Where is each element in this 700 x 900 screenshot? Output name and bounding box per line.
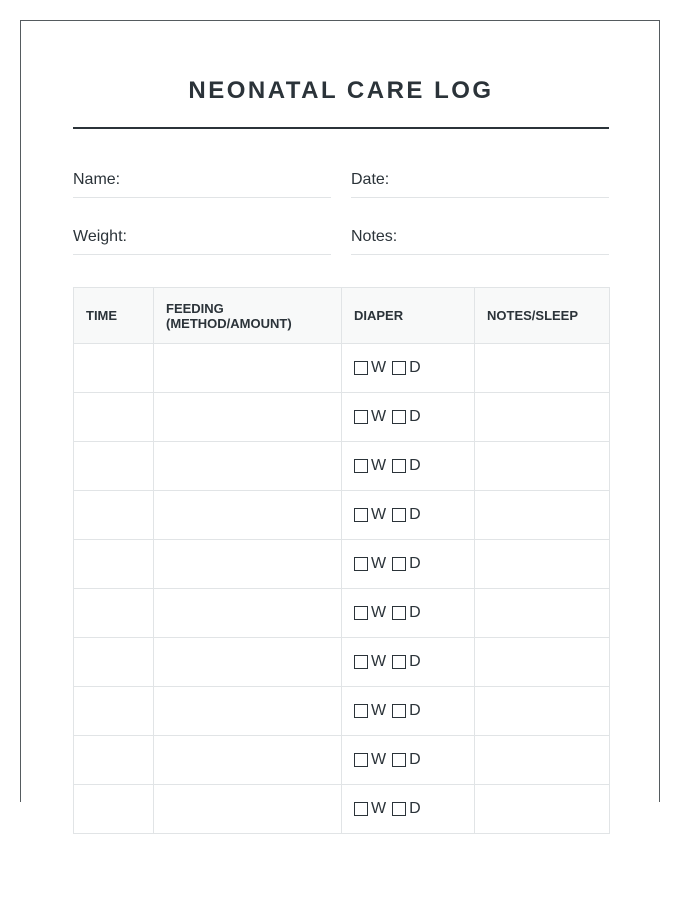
table-row: [74, 687, 610, 736]
table-row: [74, 491, 610, 540]
feeding-cell[interactable]: [154, 344, 342, 393]
wet-label: W: [371, 653, 387, 670]
date-field[interactable]: [351, 170, 609, 198]
dirty-label: D: [409, 506, 421, 523]
notes-sleep-cell[interactable]: [475, 393, 610, 442]
notes-sleep-cell[interactable]: [475, 540, 610, 589]
care-log-table: [73, 287, 610, 834]
dirty-checkbox[interactable]: [392, 361, 406, 375]
wet-label: W: [371, 359, 387, 376]
log-rows: [74, 344, 610, 834]
diaper-options: [354, 555, 462, 573]
feeding-cell[interactable]: [154, 540, 342, 589]
notes-sleep-cell[interactable]: [475, 687, 610, 736]
table-row: [74, 344, 610, 393]
dirty-label: D: [409, 653, 421, 670]
dirty-label: D: [409, 457, 421, 474]
wet-checkbox[interactable]: [354, 557, 368, 571]
diaper-options: [354, 408, 462, 426]
dirty-checkbox[interactable]: [392, 802, 406, 816]
feeding-cell[interactable]: [154, 687, 342, 736]
time-cell[interactable]: [74, 491, 154, 540]
diaper-cell: [342, 442, 475, 491]
time-cell[interactable]: [74, 687, 154, 736]
diaper-options: [354, 604, 462, 622]
notes-sleep-cell[interactable]: [475, 785, 610, 834]
time-cell[interactable]: [74, 393, 154, 442]
wet-label: W: [371, 555, 387, 572]
time-cell[interactable]: [74, 344, 154, 393]
wet-checkbox[interactable]: [354, 606, 368, 620]
dirty-checkbox[interactable]: [392, 704, 406, 718]
date-label: Date:: [351, 171, 390, 188]
dirty-checkbox[interactable]: [392, 410, 406, 424]
diaper-cell: [342, 393, 475, 442]
feeding-cell[interactable]: [154, 393, 342, 442]
time-cell[interactable]: [74, 785, 154, 834]
wet-label: W: [371, 751, 387, 768]
time-cell[interactable]: [74, 589, 154, 638]
time-cell[interactable]: [74, 736, 154, 785]
diaper-options: [354, 751, 462, 769]
dirty-label: D: [409, 751, 421, 768]
weight-label: Weight:: [73, 228, 127, 245]
wet-label: W: [371, 702, 387, 719]
wet-checkbox[interactable]: [354, 361, 368, 375]
dirty-checkbox[interactable]: [392, 459, 406, 473]
notes-sleep-cell[interactable]: [475, 491, 610, 540]
wet-label: W: [371, 408, 387, 425]
wet-checkbox[interactable]: [354, 704, 368, 718]
table-header-row: [74, 288, 610, 344]
dirty-checkbox[interactable]: [392, 606, 406, 620]
diaper-options: [354, 702, 462, 720]
wet-checkbox[interactable]: [354, 459, 368, 473]
time-cell[interactable]: [74, 442, 154, 491]
dirty-checkbox[interactable]: [392, 557, 406, 571]
diaper-cell: [342, 589, 475, 638]
diaper-options: [354, 457, 462, 475]
notes-sleep-cell[interactable]: [475, 344, 610, 393]
notes-sleep-cell[interactable]: [475, 442, 610, 491]
dirty-label: D: [409, 604, 421, 621]
diaper-cell: [342, 638, 475, 687]
table-row: [74, 589, 610, 638]
table-row: [74, 638, 610, 687]
diaper-options: [354, 359, 462, 377]
wet-checkbox[interactable]: [354, 753, 368, 767]
feeding-cell[interactable]: [154, 638, 342, 687]
dirty-label: D: [409, 555, 421, 572]
feeding-cell[interactable]: [154, 736, 342, 785]
feeding-cell[interactable]: [154, 442, 342, 491]
wet-label: W: [371, 457, 387, 474]
wet-label: W: [371, 800, 387, 817]
dirty-checkbox[interactable]: [392, 655, 406, 669]
weight-field[interactable]: [73, 227, 331, 255]
dirty-label: D: [409, 359, 421, 376]
diaper-options: [354, 800, 462, 818]
dirty-checkbox[interactable]: [392, 508, 406, 522]
wet-label: W: [371, 604, 387, 621]
table-row: [74, 540, 610, 589]
dirty-label: D: [409, 702, 421, 719]
time-column-header: TIME: [74, 288, 154, 344]
dirty-label: D: [409, 800, 421, 817]
wet-label: W: [371, 506, 387, 523]
log-page: [20, 20, 660, 817]
notes-field[interactable]: [351, 227, 609, 255]
notes-sleep-cell[interactable]: [475, 638, 610, 687]
wet-checkbox[interactable]: [354, 410, 368, 424]
table-row: [74, 736, 610, 785]
page-title: NEONATAL CARE LOG: [188, 77, 494, 104]
dirty-label: D: [409, 408, 421, 425]
diaper-column-header: DIAPER: [342, 288, 475, 344]
title-divider: [73, 127, 609, 129]
table-row: [74, 442, 610, 491]
notes-sleep-column-header: NOTES/SLEEP: [475, 288, 610, 344]
time-cell[interactable]: [74, 638, 154, 687]
diaper-cell: [342, 785, 475, 834]
wet-checkbox[interactable]: [354, 802, 368, 816]
diaper-cell: [342, 736, 475, 785]
time-cell[interactable]: [74, 540, 154, 589]
notes-sleep-cell[interactable]: [475, 736, 610, 785]
notes-label: Notes:: [351, 228, 398, 245]
table-row: [74, 785, 610, 834]
diaper-cell: [342, 344, 475, 393]
dirty-checkbox[interactable]: [392, 753, 406, 767]
wet-checkbox[interactable]: [354, 655, 368, 669]
diaper-cell: [342, 540, 475, 589]
wet-checkbox[interactable]: [354, 508, 368, 522]
diaper-cell: [342, 491, 475, 540]
diaper-cell: [342, 687, 475, 736]
table-row: [74, 393, 610, 442]
feeding-cell[interactable]: [154, 589, 342, 638]
diaper-options: [354, 506, 462, 524]
notes-sleep-cell[interactable]: [475, 589, 610, 638]
feeding-cell[interactable]: [154, 785, 342, 834]
diaper-options: [354, 653, 462, 671]
name-label: Name:: [73, 171, 121, 188]
feeding-cell[interactable]: [154, 491, 342, 540]
name-field[interactable]: [73, 170, 331, 198]
feeding-column-header: FEEDING (METHOD/AMOUNT): [154, 288, 342, 344]
